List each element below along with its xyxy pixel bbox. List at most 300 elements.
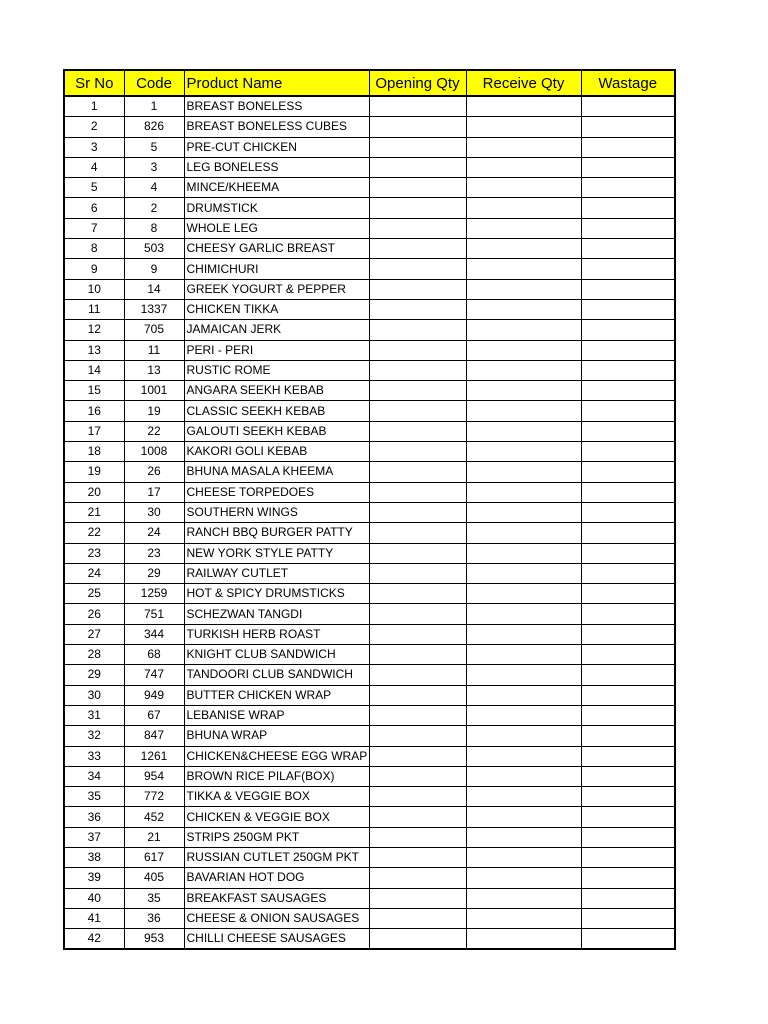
receive-qty-cell[interactable] (466, 807, 581, 827)
product-name-cell: SOUTHERN WINGS (184, 502, 369, 522)
code-cell: 1001 (124, 381, 184, 401)
sr-no-cell: 7 (64, 218, 124, 238)
code-cell: 344 (124, 624, 184, 644)
opening-qty-cell[interactable] (369, 888, 466, 908)
receive-qty-cell[interactable] (466, 543, 581, 563)
code-cell: 847 (124, 726, 184, 746)
sr-no-cell: 9 (64, 259, 124, 279)
sr-no-cell: 42 (64, 929, 124, 950)
table-row (64, 279, 675, 299)
code-cell: 747 (124, 665, 184, 685)
sr-no-cell: 13 (64, 340, 124, 360)
sr-no-cell: 41 (64, 908, 124, 928)
table-row (64, 604, 675, 624)
table-row (64, 442, 675, 462)
table-row (64, 543, 675, 563)
opening-qty-cell[interactable] (369, 157, 466, 177)
opening-qty-cell[interactable] (369, 543, 466, 563)
wastage-cell[interactable] (581, 645, 675, 665)
table-row (64, 381, 675, 401)
opening-qty-cell[interactable] (369, 381, 466, 401)
table-row (64, 96, 675, 117)
table-row (64, 746, 675, 766)
sr-no-cell: 6 (64, 198, 124, 218)
table-row (64, 888, 675, 908)
opening-qty-cell[interactable] (369, 787, 466, 807)
table-row (64, 299, 675, 319)
sr-no-cell: 29 (64, 665, 124, 685)
code-cell: 452 (124, 807, 184, 827)
code-cell: 617 (124, 847, 184, 867)
wastage-cell[interactable] (581, 705, 675, 725)
wastage-cell[interactable] (581, 543, 675, 563)
receive-qty-cell[interactable] (466, 563, 581, 583)
table-row (64, 827, 675, 847)
opening-qty-cell[interactable] (369, 259, 466, 279)
opening-qty-cell[interactable] (369, 401, 466, 421)
sr-no-cell: 40 (64, 888, 124, 908)
wastage-cell[interactable] (581, 563, 675, 583)
sr-no-cell: 19 (64, 462, 124, 482)
table-row (64, 462, 675, 482)
wastage-cell[interactable] (581, 117, 675, 137)
product-name-cell: RANCH BBQ BURGER PATTY (184, 523, 369, 543)
product-name-cell: WHOLE LEG (184, 218, 369, 238)
wastage-cell[interactable] (581, 847, 675, 867)
receive-qty-cell[interactable] (466, 259, 581, 279)
header-opening-qty: Opening Qty (369, 70, 466, 96)
receive-qty-cell[interactable] (466, 442, 581, 462)
opening-qty-cell[interactable] (369, 868, 466, 888)
opening-qty-cell[interactable] (369, 442, 466, 462)
code-cell: 21 (124, 827, 184, 847)
header-sr-no: Sr No (64, 70, 124, 96)
product-name-cell: RUSSIAN CUTLET 250GM PKT (184, 847, 369, 867)
opening-qty-cell[interactable] (369, 624, 466, 644)
table-row (64, 340, 675, 360)
product-name-cell: CHICKEN&CHEESE EGG WRAP (184, 746, 369, 766)
product-name-cell: CHILLI CHEESE SAUSAGES (184, 929, 369, 950)
product-name-cell: DRUMSTICK (184, 198, 369, 218)
sr-no-cell: 14 (64, 360, 124, 380)
table-row (64, 360, 675, 380)
header-product-name: Product Name (184, 70, 369, 96)
table-row (64, 563, 675, 583)
sr-no-cell: 21 (64, 502, 124, 522)
opening-qty-cell[interactable] (369, 726, 466, 746)
receive-qty-cell[interactable] (466, 888, 581, 908)
product-name-cell: CHEESE TORPEDOES (184, 482, 369, 502)
product-name-cell: BREAKFAST SAUSAGES (184, 888, 369, 908)
table-row (64, 665, 675, 685)
receive-qty-cell[interactable] (466, 766, 581, 786)
wastage-cell[interactable] (581, 178, 675, 198)
opening-qty-cell[interactable] (369, 645, 466, 665)
wastage-cell[interactable] (581, 787, 675, 807)
wastage-cell[interactable] (581, 685, 675, 705)
table-row (64, 807, 675, 827)
product-name-cell: GREEK YOGURT & PEPPER (184, 279, 369, 299)
product-name-cell: KNIGHT CLUB SANDWICH (184, 645, 369, 665)
receive-qty-cell[interactable] (466, 482, 581, 502)
code-cell: 1337 (124, 299, 184, 319)
code-cell: 24 (124, 523, 184, 543)
code-cell: 1 (124, 96, 184, 117)
receive-qty-cell[interactable] (466, 726, 581, 746)
receive-qty-cell[interactable] (466, 239, 581, 259)
sr-no-cell: 33 (64, 746, 124, 766)
receive-qty-cell[interactable] (466, 198, 581, 218)
code-cell: 954 (124, 766, 184, 786)
sr-no-cell: 8 (64, 239, 124, 259)
product-name-cell: LEG BONELESS (184, 157, 369, 177)
opening-qty-cell[interactable] (369, 137, 466, 157)
code-cell: 503 (124, 239, 184, 259)
opening-qty-cell[interactable] (369, 502, 466, 522)
product-name-cell: CHICKEN & VEGGIE BOX (184, 807, 369, 827)
receive-qty-cell[interactable] (466, 523, 581, 543)
receive-qty-cell[interactable] (466, 645, 581, 665)
sr-no-cell: 37 (64, 827, 124, 847)
code-cell: 949 (124, 685, 184, 705)
opening-qty-cell[interactable] (369, 746, 466, 766)
code-cell: 405 (124, 868, 184, 888)
opening-qty-cell[interactable] (369, 685, 466, 705)
opening-qty-cell[interactable] (369, 340, 466, 360)
product-name-cell: RAILWAY CUTLET (184, 563, 369, 583)
opening-qty-cell[interactable] (369, 807, 466, 827)
table-row (64, 868, 675, 888)
wastage-cell[interactable] (581, 421, 675, 441)
sr-no-cell: 20 (64, 482, 124, 502)
code-cell: 68 (124, 645, 184, 665)
table-row (64, 787, 675, 807)
product-stock-table (63, 69, 676, 950)
code-cell: 14 (124, 279, 184, 299)
code-cell: 1261 (124, 746, 184, 766)
product-name-cell: HOT & SPICY DRUMSTICKS (184, 584, 369, 604)
opening-qty-cell[interactable] (369, 604, 466, 624)
product-name-cell: SCHEZWAN TANGDI (184, 604, 369, 624)
sr-no-cell: 18 (64, 442, 124, 462)
sr-no-cell: 28 (64, 645, 124, 665)
receive-qty-cell[interactable] (466, 178, 581, 198)
product-name-cell: CHEESE & ONION SAUSAGES (184, 908, 369, 928)
receive-qty-cell[interactable] (466, 421, 581, 441)
sr-no-cell: 26 (64, 604, 124, 624)
code-cell: 751 (124, 604, 184, 624)
code-cell: 9 (124, 259, 184, 279)
code-cell: 17 (124, 482, 184, 502)
wastage-cell[interactable] (581, 259, 675, 279)
code-cell: 705 (124, 320, 184, 340)
wastage-cell[interactable] (581, 868, 675, 888)
wastage-cell[interactable] (581, 381, 675, 401)
wastage-cell[interactable] (581, 929, 675, 950)
wastage-cell[interactable] (581, 299, 675, 319)
sr-no-cell: 38 (64, 847, 124, 867)
opening-qty-cell[interactable] (369, 218, 466, 238)
sr-no-cell: 12 (64, 320, 124, 340)
opening-qty-cell[interactable] (369, 96, 466, 117)
opening-qty-cell[interactable] (369, 462, 466, 482)
wastage-cell[interactable] (581, 726, 675, 746)
code-cell: 953 (124, 929, 184, 950)
wastage-cell[interactable] (581, 502, 675, 522)
receive-qty-cell[interactable] (466, 137, 581, 157)
code-cell: 13 (124, 360, 184, 380)
receive-qty-cell[interactable] (466, 360, 581, 380)
product-name-cell: BUTTER CHICKEN WRAP (184, 685, 369, 705)
sr-no-cell: 15 (64, 381, 124, 401)
wastage-cell[interactable] (581, 360, 675, 380)
opening-qty-cell[interactable] (369, 908, 466, 928)
product-name-cell: NEW YORK STYLE PATTY (184, 543, 369, 563)
product-name-cell: BHUNA WRAP (184, 726, 369, 746)
wastage-cell[interactable] (581, 827, 675, 847)
table-row (64, 726, 675, 746)
wastage-cell[interactable] (581, 320, 675, 340)
receive-qty-cell[interactable] (466, 665, 581, 685)
opening-qty-cell[interactable] (369, 847, 466, 867)
wastage-cell[interactable] (581, 584, 675, 604)
receive-qty-cell[interactable] (466, 746, 581, 766)
sr-no-cell: 30 (64, 685, 124, 705)
wastage-cell[interactable] (581, 746, 675, 766)
opening-qty-cell[interactable] (369, 178, 466, 198)
code-cell: 30 (124, 502, 184, 522)
receive-qty-cell[interactable] (466, 787, 581, 807)
code-cell: 1259 (124, 584, 184, 604)
table-row (64, 198, 675, 218)
receive-qty-cell[interactable] (466, 827, 581, 847)
opening-qty-cell[interactable] (369, 827, 466, 847)
wastage-cell[interactable] (581, 239, 675, 259)
sr-no-cell: 35 (64, 787, 124, 807)
opening-qty-cell[interactable] (369, 239, 466, 259)
sr-no-cell: 4 (64, 157, 124, 177)
sr-no-cell: 27 (64, 624, 124, 644)
opening-qty-cell[interactable] (369, 482, 466, 502)
receive-qty-cell[interactable] (466, 381, 581, 401)
product-name-cell: JAMAICAN JERK (184, 320, 369, 340)
wastage-cell[interactable] (581, 482, 675, 502)
product-name-cell: MINCE/KHEEMA (184, 178, 369, 198)
sr-no-cell: 31 (64, 705, 124, 725)
sr-no-cell: 5 (64, 178, 124, 198)
wastage-cell[interactable] (581, 908, 675, 928)
wastage-cell[interactable] (581, 624, 675, 644)
code-cell: 2 (124, 198, 184, 218)
receive-qty-cell[interactable] (466, 502, 581, 522)
receive-qty-cell[interactable] (466, 624, 581, 644)
product-name-cell: KAKORI GOLI KEBAB (184, 442, 369, 462)
wastage-cell[interactable] (581, 340, 675, 360)
table-row (64, 178, 675, 198)
sr-no-cell: 3 (64, 137, 124, 157)
table-row (64, 908, 675, 928)
opening-qty-cell[interactable] (369, 563, 466, 583)
receive-qty-cell[interactable] (466, 218, 581, 238)
table-row (64, 645, 675, 665)
table-row (64, 401, 675, 421)
opening-qty-cell[interactable] (369, 360, 466, 380)
code-cell: 4 (124, 178, 184, 198)
code-cell: 3 (124, 157, 184, 177)
wastage-cell[interactable] (581, 888, 675, 908)
opening-qty-cell[interactable] (369, 665, 466, 685)
table-row (64, 685, 675, 705)
code-cell: 26 (124, 462, 184, 482)
wastage-cell[interactable] (581, 96, 675, 117)
wastage-cell[interactable] (581, 442, 675, 462)
wastage-cell[interactable] (581, 218, 675, 238)
sr-no-cell: 39 (64, 868, 124, 888)
table-row (64, 157, 675, 177)
product-name-cell: CLASSIC SEEKH KEBAB (184, 401, 369, 421)
sr-no-cell: 16 (64, 401, 124, 421)
product-name-cell: RUSTIC ROME (184, 360, 369, 380)
product-name-cell: BREAST BONELESS CUBES (184, 117, 369, 137)
table-row (64, 239, 675, 259)
code-cell: 67 (124, 705, 184, 725)
code-cell: 36 (124, 908, 184, 928)
wastage-cell[interactable] (581, 665, 675, 685)
receive-qty-cell[interactable] (466, 401, 581, 421)
table-row (64, 421, 675, 441)
product-name-cell: STRIPS 250GM PKT (184, 827, 369, 847)
code-cell: 35 (124, 888, 184, 908)
wastage-cell[interactable] (581, 807, 675, 827)
opening-qty-cell[interactable] (369, 299, 466, 319)
code-cell: 19 (124, 401, 184, 421)
opening-qty-cell[interactable] (369, 766, 466, 786)
table-header (64, 70, 675, 96)
opening-qty-cell[interactable] (369, 523, 466, 543)
wastage-cell[interactable] (581, 604, 675, 624)
wastage-cell[interactable] (581, 157, 675, 177)
code-cell: 29 (124, 563, 184, 583)
table-row (64, 705, 675, 725)
wastage-cell[interactable] (581, 401, 675, 421)
receive-qty-cell[interactable] (466, 929, 581, 950)
receive-qty-cell[interactable] (466, 908, 581, 928)
receive-qty-cell[interactable] (466, 868, 581, 888)
header-row (64, 70, 675, 96)
product-name-cell: BAVARIAN HOT DOG (184, 868, 369, 888)
product-name-cell: BREAST BONELESS (184, 96, 369, 117)
sr-no-cell: 1 (64, 96, 124, 117)
opening-qty-cell[interactable] (369, 705, 466, 725)
sr-no-cell: 34 (64, 766, 124, 786)
header-wastage: Wastage (581, 70, 675, 96)
table-row (64, 482, 675, 502)
table-row (64, 847, 675, 867)
code-cell: 22 (124, 421, 184, 441)
product-name-cell: TURKISH HERB ROAST (184, 624, 369, 644)
receive-qty-cell[interactable] (466, 157, 581, 177)
code-cell: 772 (124, 787, 184, 807)
table-row (64, 137, 675, 157)
table-row (64, 523, 675, 543)
wastage-cell[interactable] (581, 137, 675, 157)
sr-no-cell: 17 (64, 421, 124, 441)
product-name-cell: BHUNA MASALA KHEEMA (184, 462, 369, 482)
receive-qty-cell[interactable] (466, 685, 581, 705)
receive-qty-cell[interactable] (466, 462, 581, 482)
sr-no-cell: 24 (64, 563, 124, 583)
sr-no-cell: 36 (64, 807, 124, 827)
wastage-cell[interactable] (581, 279, 675, 299)
wastage-cell[interactable] (581, 198, 675, 218)
opening-qty-cell[interactable] (369, 320, 466, 340)
sr-no-cell: 11 (64, 299, 124, 319)
product-name-cell: CHIMICHURI (184, 259, 369, 279)
receive-qty-cell[interactable] (466, 584, 581, 604)
table-row (64, 502, 675, 522)
product-name-cell: PERI - PERI (184, 340, 369, 360)
product-name-cell: CHICKEN TIKKA (184, 299, 369, 319)
receive-qty-cell[interactable] (466, 847, 581, 867)
product-name-cell: TIKKA & VEGGIE BOX (184, 787, 369, 807)
code-cell: 1008 (124, 442, 184, 462)
sr-no-cell: 10 (64, 279, 124, 299)
header-code: Code (124, 70, 184, 96)
product-name-cell: TANDOORI CLUB SANDWICH (184, 665, 369, 685)
code-cell: 5 (124, 137, 184, 157)
receive-qty-cell[interactable] (466, 96, 581, 117)
table-row (64, 218, 675, 238)
code-cell: 826 (124, 117, 184, 137)
table-row (64, 259, 675, 279)
table-row (64, 117, 675, 137)
opening-qty-cell[interactable] (369, 279, 466, 299)
receive-qty-cell[interactable] (466, 299, 581, 319)
product-name-cell: GALOUTI SEEKH KEBAB (184, 421, 369, 441)
receive-qty-cell[interactable] (466, 705, 581, 725)
receive-qty-cell[interactable] (466, 279, 581, 299)
code-cell: 8 (124, 218, 184, 238)
receive-qty-cell[interactable] (466, 340, 581, 360)
table-row (64, 320, 675, 340)
product-name-cell: BROWN RICE PILAF(BOX) (184, 766, 369, 786)
wastage-cell[interactable] (581, 462, 675, 482)
code-cell: 11 (124, 340, 184, 360)
table-row (64, 624, 675, 644)
table-body (64, 96, 675, 949)
receive-qty-cell[interactable] (466, 117, 581, 137)
table-row (64, 929, 675, 950)
wastage-cell[interactable] (581, 523, 675, 543)
opening-qty-cell[interactable] (369, 117, 466, 137)
sr-no-cell: 22 (64, 523, 124, 543)
product-name-cell: CHEESY GARLIC BREAST (184, 239, 369, 259)
receive-qty-cell[interactable] (466, 604, 581, 624)
opening-qty-cell[interactable] (369, 929, 466, 950)
receive-qty-cell[interactable] (466, 320, 581, 340)
code-cell: 23 (124, 543, 184, 563)
product-name-cell: PRE-CUT CHICKEN (184, 137, 369, 157)
table-row (64, 584, 675, 604)
product-name-cell: LEBANISE WRAP (184, 705, 369, 725)
opening-qty-cell[interactable] (369, 421, 466, 441)
wastage-cell[interactable] (581, 766, 675, 786)
opening-qty-cell[interactable] (369, 198, 466, 218)
sr-no-cell: 32 (64, 726, 124, 746)
table-row (64, 766, 675, 786)
sr-no-cell: 25 (64, 584, 124, 604)
opening-qty-cell[interactable] (369, 584, 466, 604)
